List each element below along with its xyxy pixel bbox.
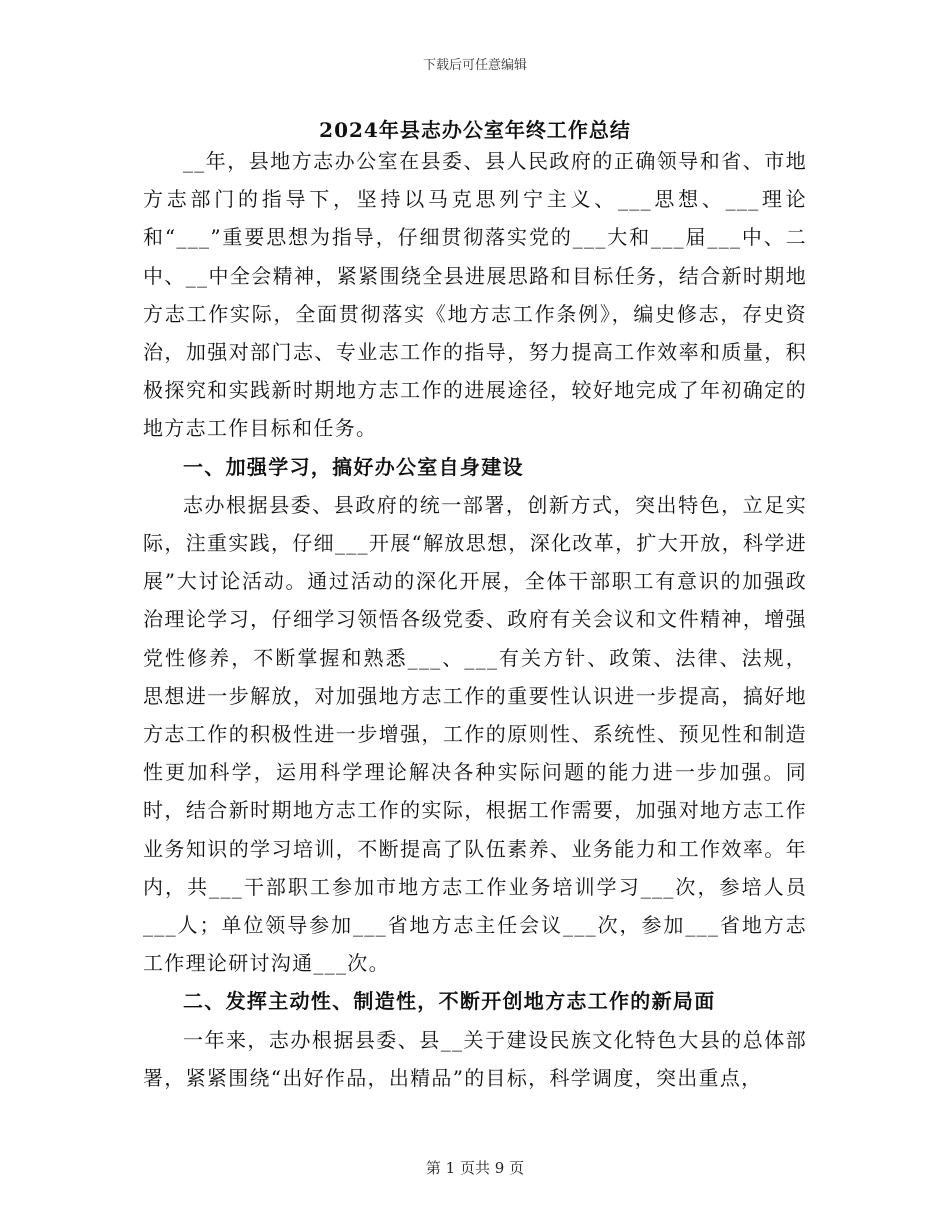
section-2-paragraph: 一年来，志办根据县委、县__关于建设民族文化特色大县的总体部署，紧紧围绕“出好作品，出精品”的目标，科学调度，突出重点， — [143, 1027, 807, 1090]
header-note: 下载后可任意编辑 — [422, 58, 527, 73]
page-footer: 第 1 页共 9 页 — [425, 1159, 525, 1177]
section-heading-2: 二、发挥主动性、制造性，不断开创地方志工作的新局面 — [183, 989, 716, 1014]
intro-paragraph: __年，县地方志办公室在县委、县人民政府的正确领导和省、市地方志部门的指导下，坚持以马克思列宁主义、___思想、___理论和“___”重要思想为指导，仔细贯彻落实党的___大和___届___中、二中、__中全会精神，紧紧围绕全县进展思路和目标任务，结合新时期地方志工作实际，全面贯彻落实《地方志工作条例》，编史修志，存史资治，加强对部门志、专业志工作的指导，努力提高工作效率和质量，积极探究和实践新时期地方志工作的进展途径，较好地完成了年初确定的地方志工作目标和任务。 — [143, 149, 807, 441]
section-heading-1: 一、加强学习，搞好办公室自身建设 — [183, 454, 524, 479]
document-title: 2024年县志办公室年终工作总结 — [319, 118, 631, 142]
document-body — [143, 142, 807, 1097]
section-1-paragraph: 志办根据县委、县政府的统一部署，创新方式，突出特色，立足实际，注重实践，仔细___开展“解放思想，深化改革，扩大开放，科学进展”大讨论活动。通过活动的深化开展，全体干部职工有意识的加强政治理论学习，仔细学习领悟各级党委、政府有关会议和文件精神，增强党性修养，不断掌握和熟悉___、___有关方针、政策、法律、法规，思想进一步解放，对加强地方志工作的重要性认识进一步提高，搞好地方志工作的积极性进一步增强，工作的原则性、系统性、预见性和制造性更加科学，运用科学理论解决各种实际问题的能力进一步加强。同时，结合新时期地方志工作的实际，根据工作需要，加强对地方志工作业务知识的学习培训，不断提高了队伍素养、业务能力和工作效率。年内，共___干部职工参加市地方志工作业务培训学习___次，参培人员___人；单位领导参加___省地方志主任会议___次，参加___省地方志工作理论研讨沟通___次。 — [143, 492, 807, 976]
